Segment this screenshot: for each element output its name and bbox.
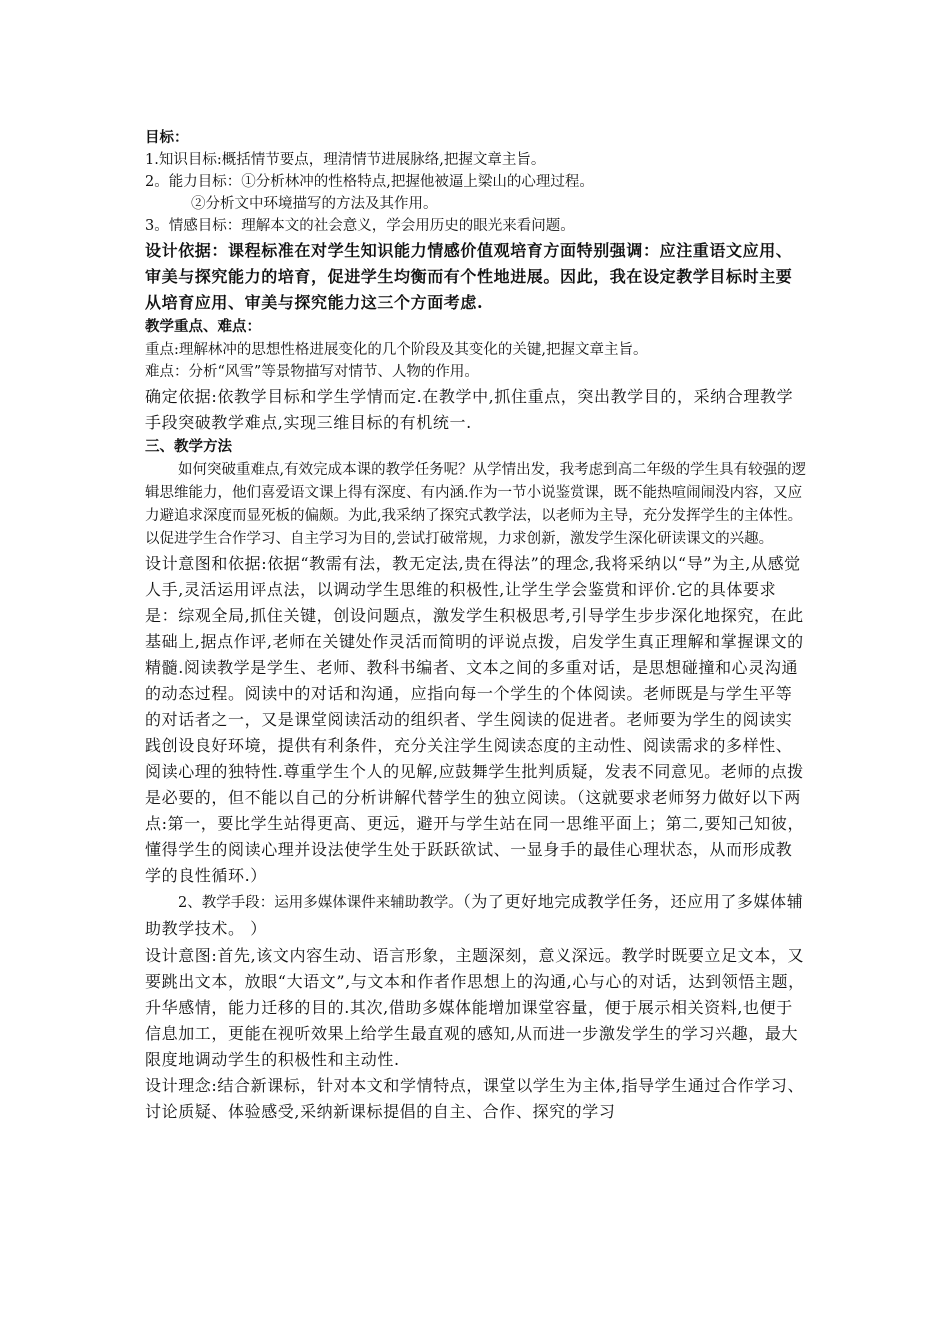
design-concept-paragraph: 设计理念:结合新课标，针对本文和学情特点，课堂以学生为主体,指导学生通过合作学习、讨论质疑、体验感受,采纳新课标提倡的自主、合作、探究的学习 xyxy=(145,1076,805,1121)
teaching-means-note: （为了更好地完成教学任务，还应用了多媒体辅助教学技术。 ） xyxy=(145,892,804,938)
goals-heading: 目标： xyxy=(145,129,189,146)
methods-paragraph: 如何突破重难点,有效完成本课的教学任务呢？从学情出发，我考虑到高二年级的学生具有较强的逻辑思维能力，他们喜爱语文课上得有深度、有内涵.作为一节小说鉴赏课，既不能热喧闹闹没内容，又应力避追求深度而显死板的偏颇。为此,我采纳了探究式教学法，以老师为主导，充分发挥学生的主体性。以促进学生合作学习、自主学习为目的,尝试打破常规，力求创新，激发学生深化研读课文的兴趣。 xyxy=(145,462,807,547)
key-points-heading: 教学重点、难点： xyxy=(145,319,261,335)
goal-ability: 2。能力目标：①分析林冲的性格特点,把握他被逼上梁山的心理过程。 xyxy=(145,174,594,190)
teaching-means-paragraph xyxy=(145,889,807,943)
goal-ability-sub: ②分析文中环境描写的方法及其作用。 xyxy=(191,196,438,212)
design-intent-basis-paragraph: 设计意图和依据:依据“教需有法，教无定法,贵在得法”的理念,我将采纳以“导”为主,从感觉人手,灵活运用评点法，以调动学生思维的积极性,让学生学会鉴赏和评价.它的具体要求是：综观全局,抓住关键，创设问题点，激发学生积极思考,引导学生步步深化地探究，在此基础上,据点作评,老师在关键处作灵活而简明的评说点拨，启发学生真正理解和掌握课文的精髓.阅读教学是学生、老师、教科书编者、文本之间的多重对话，是思想碰撞和心灵沟通的动态过程。阅读中的对话和沟通，应指向每一个学生的个体阅读。老师既是与学生平等的对话者之一，又是课堂阅读活动的组织者、学生阅读的促进者。老师要为学生的阅读实践创设良好环境，提供有利条件，充分关注学生阅读态度的主动性、阅读需求的多样性、阅读心理的独特性.尊重学生个人的见解,应鼓舞学生批判质疑，发表不同意见。老师的点拨是必要的，但不能以自己的分析讲解代替学生的独立阅读。（这就要求老师努力做好以下两点:第一，要比学生站得更高、更远，避开与学生站在同一思维平面上；第二,要知己知彼，懂得学生的阅读心理并设法使学生处于跃跃欲试、一显身手的最佳心理状态，从而形成教学的良性循环.） xyxy=(145,554,805,885)
methods-heading: 三、教学方法 xyxy=(145,439,232,455)
teaching-means-lead: 2、教学手段：运用多媒体课件来辅助教学。 xyxy=(178,895,463,911)
key-point: 重点:理解林冲的思想性格进展变化的几个阶段及其变化的关键,把握文章主旨。 xyxy=(145,342,648,358)
confirm-basis-paragraph: 确定依据:依教学目标和学生学情而定.在教学中,抓住重点，突出教学目的，采纳合理教学手段突破教学难点,实现三维目标的有机统一. xyxy=(145,387,794,432)
goal-emotion: 3。情感目标：理解本文的社会意义，学会用历史的眼光来看问题。 xyxy=(145,218,575,234)
document-page xyxy=(145,127,807,1125)
design-intent-paragraph: 设计意图:首先,该文内容生动、语言形象，主题深刻，意义深远。教学时既要立足文本，又要跳出文本，放眼“大语文”,与文本和作者作思想上的沟通,心与心的对话，达到领悟主题，升华感情，能力迁移的目的.其次,借助多媒体能增加课堂容量，便于展示相关资料,也便于信息加工，更能在视听效果上给学生最直观的感知,从而进一步激发学生的学习兴趣，最大限度地调动学生的积极性和主动性. xyxy=(145,946,805,1069)
goal-knowledge: 1.知识目标:概括情节要点，理清情节进展脉络,把握文章主旨。 xyxy=(145,152,546,168)
difficult-point: 难点：分析“风雪”等景物描写对情节、人物的作用。 xyxy=(145,364,479,380)
design-basis-paragraph: 设计依据：课程标准在对学生知识能力情感价值观培育方面特别强调：应注重语文应用、审美与探究能力的培育，促进学生均衡而有个性地进展。因此，我在设定教学目标时主要从培育应用、审美与探究能力这三个方面考虑. xyxy=(145,241,793,312)
